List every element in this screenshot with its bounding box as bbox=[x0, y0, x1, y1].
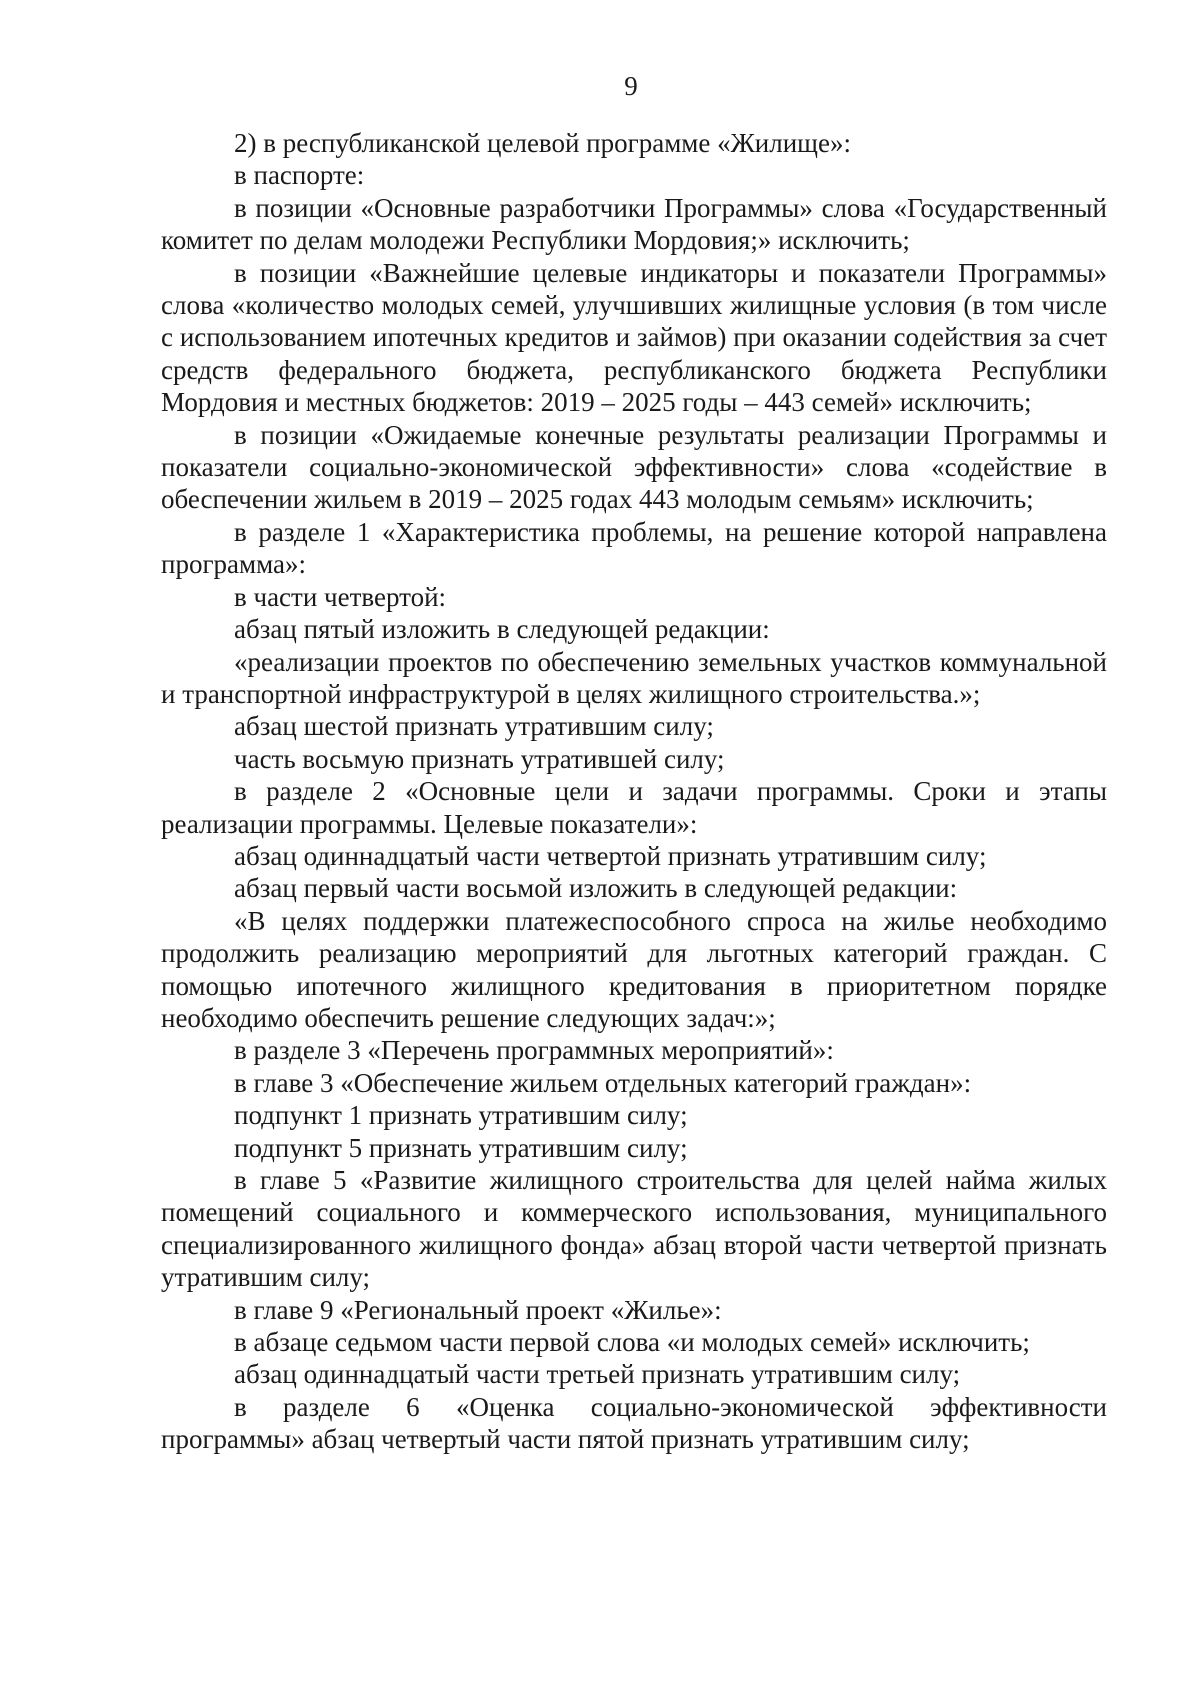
page-number: 9 bbox=[624, 71, 638, 101]
paragraph: подпункт 5 признать утратившим силу; bbox=[234, 1132, 688, 1163]
paragraph: в главе 3 «Обеспечение жильем отдельных категорий граждан»: bbox=[234, 1067, 972, 1098]
paragraph: абзац первый части восьмой изложить в следующей редакции: bbox=[234, 873, 958, 904]
paragraph: в паспорте: bbox=[234, 160, 365, 191]
paragraph: в главе 5 «Развитие жилищного строительства для целей найма жилых помещений социального и коммерческого использования, муниципального специализированного жилищного фонда» абзац второй части четвертой признать утратившим силу; bbox=[161, 1165, 1107, 1293]
paragraph: в разделе 1 «Характеристика проблемы, на решение которой направлена программа»: bbox=[161, 516, 1107, 580]
paragraph: «реализации проектов по обеспечению земельных участков коммунальной и транспортной инфраструктурой в целях жилищного строительства.»; bbox=[161, 646, 1107, 709]
paragraph: в главе 9 «Региональный проект «Жилье»: bbox=[234, 1294, 722, 1325]
paragraph: часть восьмую признать утратившей силу; bbox=[234, 743, 725, 774]
paragraph: в части четвертой: bbox=[234, 581, 447, 612]
paragraph: в разделе 6 «Оценка социально-экономической эффективности программы» абзац четвертый части пятой признать утратившим силу; bbox=[161, 1391, 1107, 1455]
paragraph: в позиции «Важнейшие целевые индикаторы и показатели Программы» слова «количество молодых семей, улучшивших жилищные условия (в том числе с использованием ипотечных кредитов и займов) при оказании содействия за счет средств федерального бюджета, республиканского бюджета Республики Мордовия и местных бюджетов: 2019 – 2025 годы – 443 семей» исключить; bbox=[161, 257, 1107, 418]
paragraph: абзац одиннадцатый части третьей признать утратившим силу; bbox=[234, 1359, 961, 1390]
paragraph: «В целях поддержки платежеспособного спроса на жилье необходимо продолжить реализацию мероприятий для льготных категорий граждан. С помощью ипотечного жилищного кредитования в приоритетном порядке необходимо обеспечить решение следующих задач:»; bbox=[161, 905, 1107, 1033]
paragraph: в абзаце седьмом части первой слова «и молодых семей» исключить; bbox=[234, 1327, 1030, 1358]
document-body bbox=[161, 127, 1107, 1456]
paragraph: абзац одиннадцатый части четвертой признать утратившим силу; bbox=[234, 840, 987, 871]
paragraph: в разделе 3 «Перечень программных мероприятий»: bbox=[234, 1035, 834, 1066]
paragraph: абзац пятый изложить в следующей редакции: bbox=[234, 614, 770, 645]
paragraph: 2) в республиканской целевой программе «Жилище»: bbox=[234, 128, 851, 158]
paragraph: в позиции «Ожидаемые конечные результаты реализации Программы и показатели социально-экономической эффективности» слова «содействие в обеспечении жильем в 2019 – 2025 годах 443 молодым семьям» исключить; bbox=[161, 419, 1107, 515]
paragraph: в позиции «Основные разработчики Программы» слова «Государственный комитет по делам молодежи Республики Мордовия;» исключить; bbox=[161, 192, 1107, 256]
paragraph: подпункт 1 признать утратившим силу; bbox=[234, 1100, 688, 1131]
paragraph: абзац шестой признать утратившим силу; bbox=[234, 711, 714, 742]
paragraph: в разделе 2 «Основные цели и задачи программы. Сроки и этапы реализации программы. Целевые показатели»: bbox=[161, 776, 1107, 839]
